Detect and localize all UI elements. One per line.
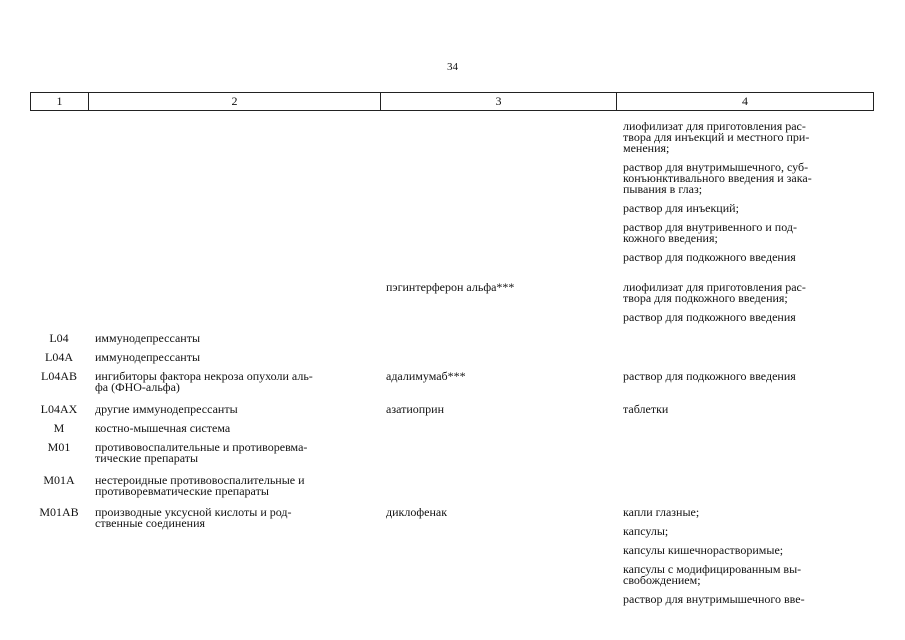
atc-code: M01A [43,473,75,487]
drug-name: азатиоприн [386,402,445,416]
column-header-1: 1 [31,93,89,111]
dosage-form-item: раствор для подкожного введения [623,310,796,324]
atc-code: M01 [47,440,71,454]
atc-code: L04 [49,331,69,345]
group-name: производные уксусной кислоты и род- ственные соединения [95,505,292,530]
column-header-4: 4 [617,93,874,111]
group-name: иммунодепрессанты [95,331,201,345]
column-header-row [31,93,874,111]
dosage-form-item: раствор для подкожного введения [623,250,796,264]
atc-code: L04AB [41,369,77,383]
dosage-form-item: лиофилизат для приготовления рас- твора для подкожного введения; [623,280,806,305]
drug-name: адалимумаб*** [386,369,466,383]
dosage-forms [623,282,867,331]
dosage-forms [623,404,867,423]
dosage-form-item: раствор для внутримышечного вве- [623,592,805,606]
drug-name: диклофенак [386,505,448,519]
atc-code: L04A [45,350,73,364]
group-name: костно-мышечная система [95,421,231,435]
dosage-form-item: капсулы кишечнорастворимые; [623,543,784,557]
dosage-forms [623,121,867,271]
column-header-2: 2 [89,93,381,111]
dosage-form-item: капсулы с модифицированным вы- свобождением; [623,562,802,587]
dosage-form-item: раствор для внутривенного и под- кожного введения; [623,220,797,245]
atc-code: M01AB [39,505,79,519]
dosage-form-item: лиофилизат для приготовления рас- твора для инъекций и местного при- менения; [623,119,810,155]
dosage-form-item: раствор для инъекций; [623,201,739,215]
atc-code: M [53,421,65,435]
dosage-forms [623,507,867,613]
group-name: ингибиторы фактора некроза опухоли аль- фа (ФНО-альфа) [95,369,313,394]
group-name: другие иммунодепрессанты [95,402,238,416]
page-number: 34 [447,61,458,73]
dosage-form-item: капли глазные; [623,505,700,519]
dosage-forms [623,371,867,390]
dosage-form-item: раствор для подкожного введения [623,369,796,383]
atc-code: L04AX [40,402,78,416]
dosage-form-item: раствор для внутримышечного, суб- конъюнктивального введения и зака- пывания в глаз; [623,160,812,196]
group-name: противовоспалительные и противоревма- тические препараты [95,440,308,465]
drug-name: пэгинтерферон альфа*** [386,280,515,294]
dosage-form-item: таблетки [623,402,669,416]
dosage-form-item: капсулы; [623,524,669,538]
column-header-3: 3 [381,93,617,111]
group-name: иммунодепрессанты [95,350,201,364]
column-header-table [30,92,874,111]
group-name: нестероидные противовоспалительные и противоревматические препараты [95,473,305,498]
